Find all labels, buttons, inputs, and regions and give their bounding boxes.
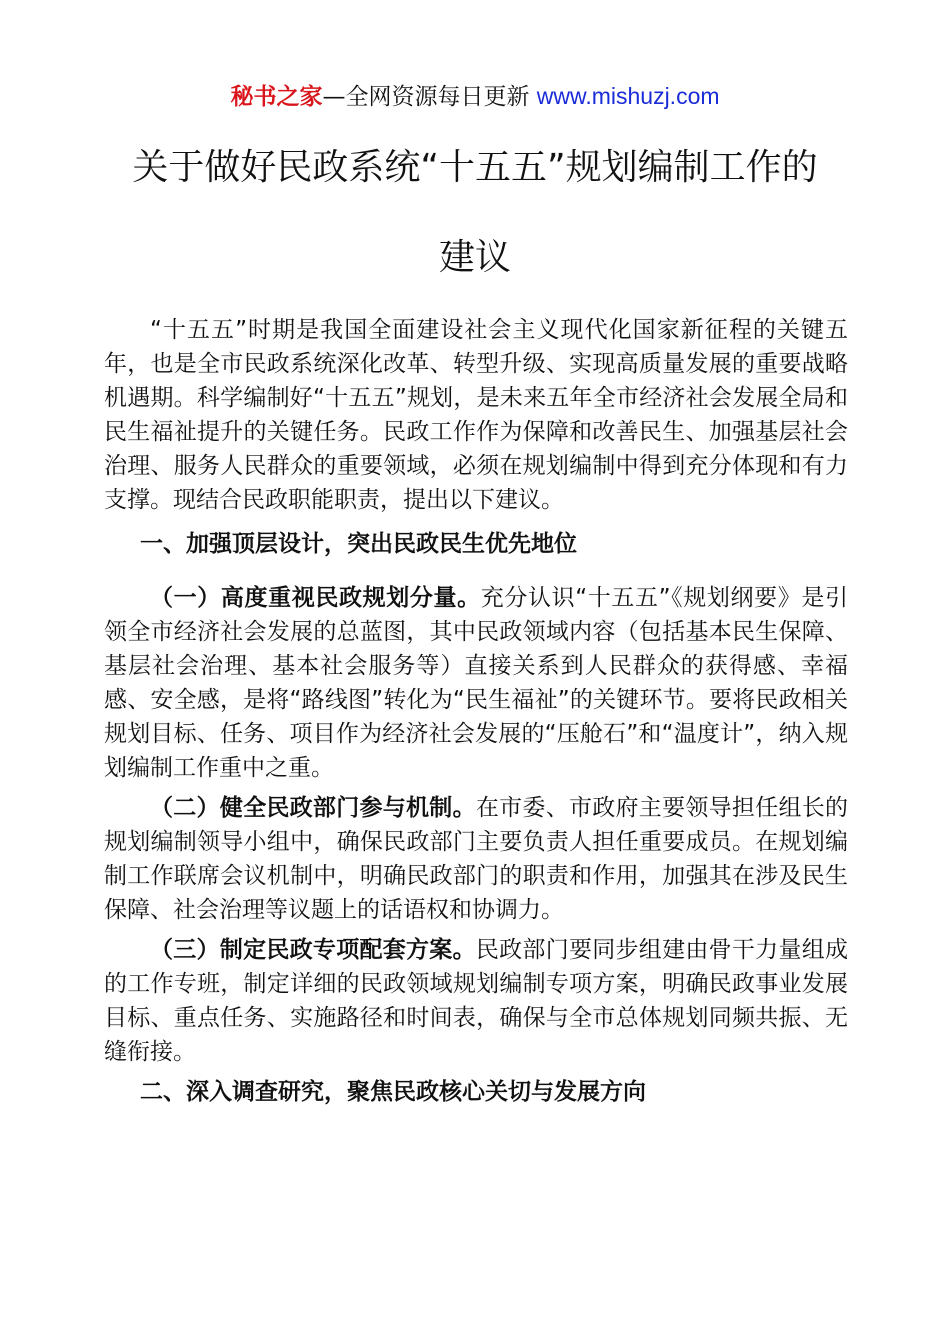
- document-title-line-2: 建议: [438, 237, 511, 278]
- section-1-item-1: [104, 581, 848, 785]
- section-1-item-2: [104, 791, 848, 927]
- section-1-heading: 一、加强顶层设计，突出民政民生优先地位: [140, 531, 577, 557]
- item-text: 在市委、市政府主要领导担任组长的规划编制领导小组中，确保民政部门主要负责人担任重要成员。在规划编制工作联席会议机制中，明确民政部门的职责和作用，加强其在涉及民生保障、社会治理等议题上的话语权和协调力。: [104, 795, 849, 923]
- site-brand: 秘书之家: [230, 84, 323, 110]
- item-text: 民政部门要同步组建由骨干力量组成的工作专班，制定详细的民政领域规划编制专项方案，明确民政事业发展目标、重点任务、实施路径和时间表，确保与全市总体规划同频共振、无缝衔接。: [104, 937, 849, 1065]
- site-tagline: —全网资源每日更新: [322, 84, 530, 110]
- section-1-item-3: [104, 933, 848, 1069]
- item-lead: （三）制定民政专项配套方案。: [150, 937, 476, 963]
- section-2-heading: 二、深入调查研究，聚焦民政核心关切与发展方向: [140, 1079, 646, 1105]
- document-title-line-1: 关于做好民政系统“十五五”规划编制工作的: [132, 147, 818, 188]
- intro-paragraph: “十五五”时期是我国全面建设社会主义现代化国家新征程的关键五年，也是全市民政系统深化改革、转型升级、实现高质量发展的重要战略机遇期。科学编制好“十五五”规划，是未来五年全市经济社会发展全局和民生福祉提升的关键任务。民政工作作为保障和改善民生、加强基层社会治理、服务人民群众的重要领域，必须在规划编制中得到充分体现和有力支撑。现结合民政职能职责，提出以下建议。: [104, 317, 848, 513]
- item-lead: （二）健全民政部门参与机制。: [150, 795, 476, 821]
- site-header: [0, 80, 950, 113]
- document-body: [104, 313, 848, 1129]
- item-text: 充分认识“十五五”《规划纲要》是引领全市经济社会发展的总蓝图，其中民政领域内容（包括基本民生保障、基层社会治理、基本社会服务等）直接关系到人民群众的获得感、幸福感、安全感，是将“路线图”转化为“民生福祉”的关键环节。要将民政相关规划目标、任务、项目作为经济社会发展的“压舱石”和“温度计”，纳入规划编制工作重中之重。: [104, 585, 848, 781]
- site-url-link[interactable]: www.mishuzj.com: [536, 83, 720, 109]
- item-lead: （一）高度重视民政规划分量。: [150, 585, 481, 611]
